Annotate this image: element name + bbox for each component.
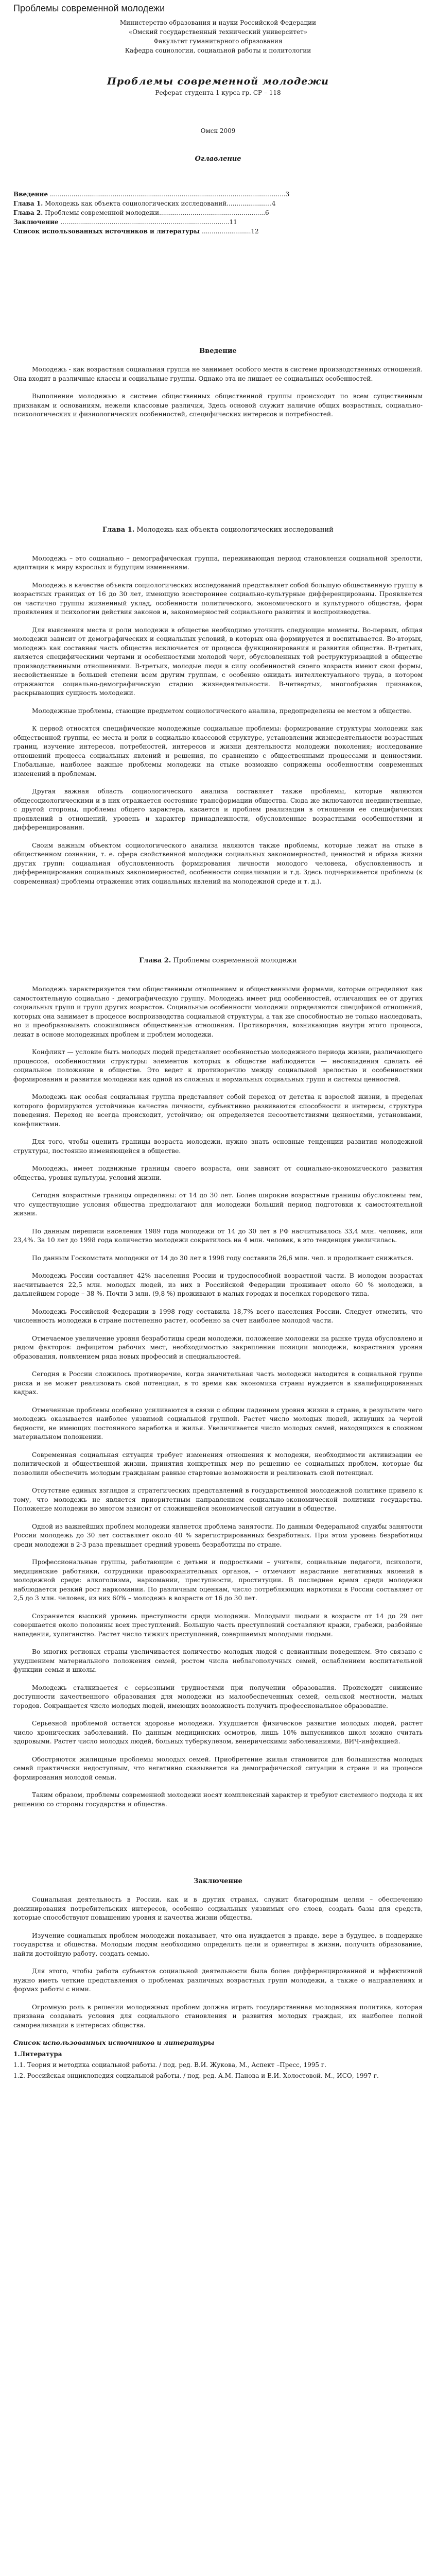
body-paragraph: Социальная деятельность в России, как и в других странах, служит благородным целям – обеспечению доминирования потребительских интересов, особенно социальных уязвимых его слоев, создать базы для средств, которые способствуют повышению уровня и качества жизни общества. (13, 1896, 423, 1921)
body-paragraph: Современная социальная ситуация требует изменения отношения к молодежи, необходимости активизации ее политической и общественной жизни, принятия конкретных мер по решению ее социальных проблем, которые бы позволили обеспечить молодым гражданам равные стартовые возможности и реализовать свой потенциал. (13, 1451, 423, 1477)
body-paragraph: Молодежь - как возрастная социальная группа не занимает особого места в системе производственных отношений. Она входит в различные классы и социальные группы. Однако эта не лишает ее социальных особенностей. (13, 366, 423, 382)
bibliography-subheading: 1.Литература (13, 2050, 62, 2058)
body-paragraph: К первой относятся специфические молодежные социальные проблемы: формирование структуры молодежи как общественной группы, ее места и роли в социально-классовой структуре, установлении жизнедеятельности возрастных границ, изучение интересов, потребностей, интересов и жизни деятельности молодежи поколения; исследование отношений процесса социальных явлений и решения, по сравнению с общественными процессами и ценностями. Глобальные, наиболее важные проблемы молодежи на стыке возможно сопряжены особенностям современных изменений в проблемам. (13, 725, 423, 777)
subtitle: Реферат студента 1 курса гр. СР – 118 (155, 89, 281, 96)
bibliography-heading: Список использованных источников и литературы (13, 2039, 215, 2046)
toc-item[interactable]: Глава 1. Молодежь как объекта социологических исследований.......................4 (13, 200, 276, 207)
page-break-space (13, 895, 423, 941)
institution-line: «Омский государственный технический университет» (128, 28, 308, 36)
body-paragraph: Отсутствие единых взглядов и стратегических представлений в государственной молодежной политике привело к тому, что молодежь не является приоритетным направлением социально-экономической политики государства. Положение молодежи во многом зависит от сложившейся экономической ситуации в обществе. (13, 1487, 423, 1512)
table-of-contents (13, 190, 423, 236)
body-paragraph: Молодежь в качестве объекта социологических исследований представляет собой большую общественную группу в возрастных границах от 16 до 30 лет, имеющую всестороннее социально-культурные дифференцированы. Проявляется он частично группы жизненный уклад, особенности политического, экономического и культурного общества, форм проявления и психологии действия законов и, закономерностей социального развития и воспроизводства. (13, 581, 423, 616)
chapter-2-heading: Глава 2. Проблемы современной молодежи (139, 957, 297, 964)
body-paragraph: Молодежь характеризуется тем общественным отношением и общественными формами, которые определяют как самостоятельную социально - демографическую группу. Молодежь имеет ряд особенностей, отличающих ее от других социальных групп и групп других возрастов. Социальные особенности молодежи определяются спецификой отношений, которых она занимает в процессе воспроизводства социальной структуры, а так же способностью не только наследовать, но и преобразовывать сложившиеся общественные отношения. Противоречия, возникающие внутри этого процесса, лежат в основе молодежных проблем и проблем молодежи. (13, 986, 423, 1038)
body-paragraph: Отмеченные проблемы особенно усиливаются в связи с общим падением уровня жизни в стране, в результате чего молодежь оказывается наиболее уязвимой социальной группой. Растет число молодых людей, живущих за чертой бедности, не имеющих постоянного заработка и жилья. Увеличивается число молодых семей, находящихся в сложном материальном положении. (13, 1406, 423, 1440)
toc-item[interactable]: Глава 2. Проблемы современной молодежи......................................................6 (13, 209, 269, 216)
body-paragraph: Выполнение молодежью в системе общественных общественной группы происходит по всем существенным признакам и основаниям, нежели классовые различия, Здесь основой служит наличие общих возрастных, социально-психологических и физиологических особенностей, специфических интересов и потребностей. (13, 393, 423, 418)
toc-item[interactable]: Список использованных источников и литературы .........................12 (13, 228, 259, 235)
chapter-1-heading: Глава 1. Молодежь как объекта социологических исследований (102, 526, 334, 534)
body-paragraph: Изучение социальных проблем молодежи показывает, что она нуждается в правде, вере в будущее, в поддержке государства и общества. Молодым людям необходимо определить цели и ориентиры в жизни, получить образование, найти достойную работу, создать семью. (13, 1931, 423, 1957)
body-paragraph: Отмечаемое увеличение уровня безработицы среди молодежи, положение молодежи на рынке труда обусловлено и рядом факторов: дефицитом рабочих мест, необходимостью закрепления позиции молодежи, возрастания уровня образования, появлением ряда новых профессий и специальностей. (13, 1334, 423, 1360)
page-break-space (13, 287, 423, 334)
body-paragraph: Во многих регионах страны увеличивается количество молодых людей с девиантным поведением. Это связано с ухудшением материального положения семей, ростом числа неблагополучных семей, ослаблением воспитательной функции семьи и школы. (13, 1648, 423, 1673)
body-paragraph: Для этого, чтобы работа субъектов социальной деятельности была более дифференцированной и эффективной нужно иметь четкие представления о проблемах различных возрастных групп молодежи, а также о направлениях и формах работы с ними. (13, 1968, 423, 1993)
city-year: Омск 2009 (200, 127, 236, 134)
intro-heading: Введение (199, 347, 237, 355)
body-paragraph: Сохраняется высокий уровень преступности среди молодежи. Молодыми людьми в возрасте от 14 до 29 лет совершается около половины всех преступлений. Большую часть преступлений составляют кражи, грабежи, разбойные нападения, хулиганство. Растет число тяжких преступлений, совершаемых молодыми людьми. (13, 1612, 423, 1638)
body-paragraph: Молодежь России составляет 42% населения России и трудоспособной возрастной части. В молодом возрастах насчитывается 22,5 млн. молодых людей, из них в Российской Федерации проживает около 60 % молодежи, в дальнейшем городе – 38 %. Почти 3 млн. (9,8 %) проживают в малых городах и поселках городского типа. (13, 1272, 423, 1297)
bibliography-item: 1.2. Российская энциклопедия социальной работы. / под. ред. А.М. Панова и Е.И. Холостовой. М., ИСО, 1997 г. (13, 2072, 379, 2079)
body-paragraph: Сегодня в России сложилось противоречие, когда значительная часть молодежи находится в социальной группе риска и не может реализовать свой потенциал, в то время как экономика страны нуждается в квалифицированных кадрах. (13, 1370, 423, 1396)
toc-heading: Оглавление (195, 155, 241, 163)
institution-block (13, 18, 423, 55)
body-paragraph: Обостряются жилищные проблемы молодых семей. Приобретение жилья становится для большинства молодых семей практически недоступным, что негативно сказывается на демографической ситуации в стране и на процессе формирования молодой семьи. (13, 1755, 423, 1781)
chapter-1-section (13, 554, 423, 887)
body-paragraph: Молодежь как особая социальная группа представляет собой переход от детства к взрослой жизни, в пределах которого формируются устойчивые качества личности, субъективно развиваются способности и интересы, структура поведения. Переход не всегда происходит, устойчиво; он определяется несоответствиями ценностями, установками, конфликтами. (13, 1093, 423, 1128)
bibliography-item: 1.1. Теория и методика социальной работы. / под. ред. В.И. Жукова, М., Аспект –Пресс, 1995 г. (13, 2061, 326, 2069)
toc-item[interactable]: Введение ........................................................................................................................3 (13, 191, 290, 198)
institution-line: Кафедра социологии, социальной работы и политологии (125, 47, 311, 54)
body-paragraph: Молодежь – это социально – демографическая группа, переживающая период становления социальной зрелости, адаптации к миру взрослых и будущим изменениям. (13, 554, 423, 571)
toc-item[interactable]: Заключение ......................................................................................11 (13, 218, 237, 226)
body-paragraph: Сегодня возрастные границы определены: от 14 до 30 лет. Более широкие возрастные границы обусловлены тем, что существующие условия общества предполагают для молодежи больший период подготовки к самостоятельной жизни. (13, 1192, 423, 1217)
body-paragraph: Молодежь Российской Федерации в 1998 году составила 18,7% всего населения России. Следует отметить, что численность молодежи в стране постепенно растет, особенно за счет наиболее молодой части. (13, 1308, 423, 1324)
body-paragraph: Для выяснения места и роли молодежи в обществе необходимо уточнить следующие моменты. Во-первых, общая молодежи зависит от демографических и социальных условий, в которых она формируется и воспитывается. Во-вторых, молодежь как составная часть общества исключается от процесса функционирования и развития общества. В-третьих, является специфическими чертами и особенностями молодой черт, обусловленных той реструктуризацией в обществе производственными отношениями. В-третьих, молодые люди в силу особенностей своего возраста имеют свои формы, несвойственные в большей степени всем другим группам, с особенно ожидать интеллектуального труда, в котором отражаются социально-демографическую стадию жизнедеятельности. В-четвертых, многообразие признаков, раскрывающих сущность молодежи. (13, 626, 423, 697)
body-paragraph: Молодежные проблемы, стающие предметом социологического анализа, предопределены ее местом в обществе. (32, 707, 412, 715)
page-break-space (13, 428, 423, 511)
body-paragraph: Одной из важнейших проблем молодежи является проблема занятости. По данным Федеральной службы занятости России молодежь до 30 лет составляет около 40 % зарегистрированных безработных. При этом уровень безработицы среди молодежи в 2-3 раза превышает средний уровень безработицы по стране. (13, 1522, 423, 1548)
document-title: Проблемы современной молодежи (13, 3, 165, 13)
conclusion-heading: Заключение (194, 1877, 242, 1885)
body-paragraph: Другая важная область социологического анализа составляет также проблемы, которые являются общесоциологическими и в них отражается состояние трансформации общества. Сюда же включаются неединственные, с другой стороны, проблемы общего характера, касается и проблем реализации в отношении ее специфических проявлений в отношений, уровень и характер принадлежности, обусловленные возрастными особенностями и дифференцирования. (13, 788, 423, 831)
bibliography-list (13, 2061, 423, 2080)
conclusion-section (13, 1895, 423, 2030)
institution-line: Министерство образования и науки Российской Федерации (119, 19, 317, 26)
chapter-2-section (13, 985, 423, 1809)
body-paragraph: Молодежь, имеет подвижные границы своего возраста, они зависят от социально-экономического развития общества, уровня культуры, условий жизни. (13, 1165, 423, 1181)
institution-line: Факультет гуманитарного образования (153, 38, 283, 45)
body-paragraph: Таким образом, проблемы современной молодежи носят комплексный характер и требуют системного подхода к их решению со стороны государства и общества. (13, 1791, 423, 1808)
page-break-space (13, 1818, 423, 1864)
body-paragraph: Профессиональные группы, работающие с детьми и подростками – учителя, социальные педагоги, психологи, медицинские работники, сотрудники правоохранительных органов, – отмечают нарастание негативных явлений в молодежной среде: алкоголизма, наркомании, преступности, проституции. В последнее время среди молодежи наблюдается резкий рост наркомании. По различным оценкам, число потребляющих наркотики в России составляет от 2,5 до 3 млн. человек, из них 60% – молодежь в возрасте от 16 до 30 лет. (13, 1558, 423, 1602)
body-paragraph: По данным Госкомстата молодежи от 14 до 30 лет в 1998 году составила 26,6 млн. чел. и продолжает снижаться. (32, 1254, 414, 1262)
body-paragraph: По данным переписи населения 1989 года молодежи от 14 до 30 лет в РФ насчитывалось 33,4 млн. человек, или 23,4%. За 10 лет до 1998 года количество молодежи сократилось на 4 млн. человек, в это тенденция увеличилась. (13, 1227, 423, 1244)
main-title: Проблемы современной молодежи (107, 76, 329, 87)
body-paragraph: Молодежь сталкивается с серьезными трудностями при получении образования. Происходит снижение доступности качественного образования для молодежи из малообеспеченных семей, сельской местности, малых городов. Сокращается число молодых людей, имеющих возможность получить профессиональное образование. (13, 1684, 423, 1709)
body-paragraph: Для того, чтобы оценить границы возраста молодежи, нужно знать основные тенденции развития молодежной структуры, постоянно изменяющейся в обществе. (13, 1138, 423, 1155)
body-paragraph: Серьезной проблемой остается здоровье молодежи. Ухудшается физическое развитие молодых людей, растет число хронических заболеваний. По данным медицинских осмотров, лишь 10% выпускников школ можно считать здоровыми. Растет число молодых людей, больных туберкулезом, венерическими заболеваниями, ВИЧ-инфекцией. (13, 1720, 423, 1745)
intro-section (13, 365, 423, 419)
body-paragraph: Своим важным объектом социологического анализа являются также проблемы, которые лежат на стыке в общественном сознании, т. е. сфера свойственной молодежи социальных закономерностей, ценностей и образа жизни других групп: социальная обусловленность формирования личности молодого человека, обусловленность и дифференцирования социальных закономерностей, особенности социализации и т.д. Здесь подчеркивается проблемы (к современная) проблемы отражения этих социальных явлений на молодежной среде и т. д.). (13, 841, 423, 885)
body-paragraph: Огромную роль в решении молодежных проблем должна играть государственная молодежная политика, которая призвана создавать условия для социального становления и развития молодых граждан, их наиболее полной самореализации в интересах общества. (13, 2003, 423, 2029)
body-paragraph: Конфликт — условие быть молодых людей представляет особенностью молодежного периода жизни, различающего процессов, особенностями структуры: элементов которых в обществе наблюдается — несовпадения сделать её социальное положение в обществе. Это ведет к противоречию между социальной зрелостью и особенностями формирования и развития молодежи как одной из сложных и нормальных социальных групп и системы ценностей. (13, 1048, 423, 1083)
